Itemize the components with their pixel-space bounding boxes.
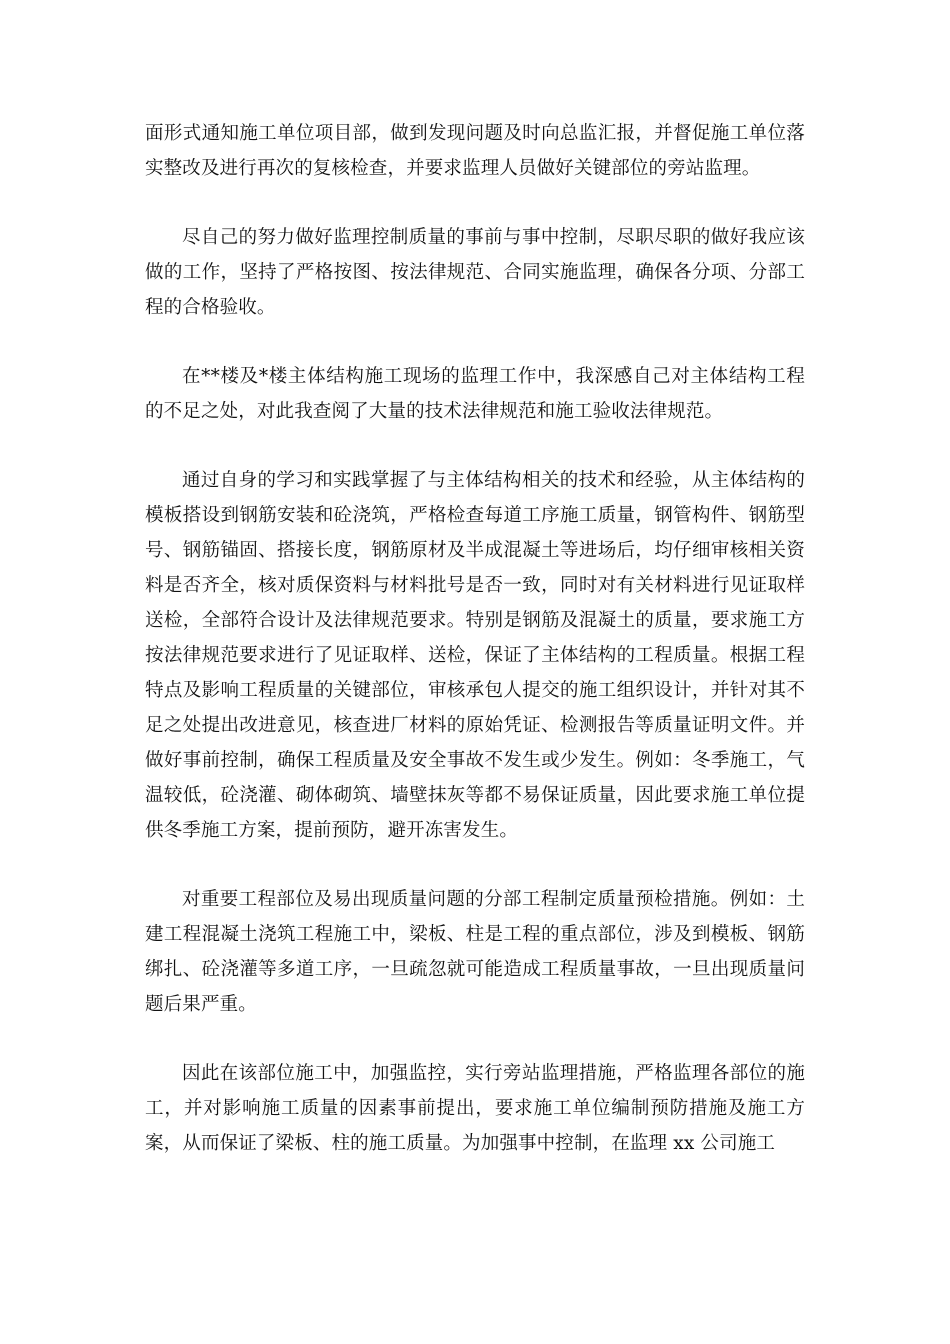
paragraph-5: 对重要工程部位及易出现质量问题的分部工程制定质量预检措施。例如：土建工程混凝土浇筑工程施工中，梁板、柱是工程的重点部位，涉及到模板、钢筋绑扎、砼浇灌等多道工序，一旦疏忽就可能造成工程质量事故，一旦出现质量问题后果严重。 xyxy=(145,889,805,1015)
paragraph-2: 尽自己的努力做好监理控制质量的事前与事中控制，尽职尽职的做好我应该做的工作，坚持了严格按图、按法律规范、合同实施监理，确保各分项、分部工程的合格验收。 xyxy=(145,227,805,318)
paragraph-4: 通过自身的学习和实践掌握了与主体结构相关的技术和经验，从主体结构的模板搭设到钢筋安装和砼浇筑，严格检查每道工序施工质量，钢管构件、钢筋型号、钢筋锚固、搭接长度，钢筋原材及半成混凝土等进场后，均仔细审核相关资料是否齐全，核对质保资料与材料批号是否一致，同时对有关材料进行见证取样送检，全部符合设计及法律规范要求。特别是钢筋及混凝土的质量，要求施工方按法律规范要求进行了见证取样、送检，保证了主体结构的工程质量。根据工程特点及影响工程质量的关键部位，审核承包人提交的施工组织设计，并针对其不足之处提出改进意见，核查进厂材料的原始凭证、检测报告等质量证明文件。并做好事前控制，确保工程质量及安全事故不发生或少发生。例如：冬季施工，气温较低，砼浇灌、砌体砌筑、墙壁抹灰等都不易保证质量，因此要求施工单位提供冬季施工方案，提前预防，避开冻害发生。 xyxy=(145,470,805,841)
paragraph-1: 面形式通知施工单位项目部，做到发现问题及时向总监汇报，并督促施工单位落实整改及进行再次的复核检查，并要求监理人员做好关键部位的旁站监理。 xyxy=(145,123,805,179)
paragraph-3: 在**楼及*楼主体结构施工现场的监理工作中，我深感自己对主体结构工程的不足之处，对此我查阅了大量的技术法律规范和施工验收法律规范。 xyxy=(145,366,805,422)
document-body xyxy=(145,116,805,1161)
paragraph-6: 因此在该部位施工中，加强监控，实行旁站监理措施，严格监理各部位的施工，并对影响施工质量的因素事前提出，要求施工单位编制预防措施及施工方案，从而保证了梁板、柱的施工质量。为加强事中控制，在监理 xx 公司施工 xyxy=(145,1063,805,1154)
